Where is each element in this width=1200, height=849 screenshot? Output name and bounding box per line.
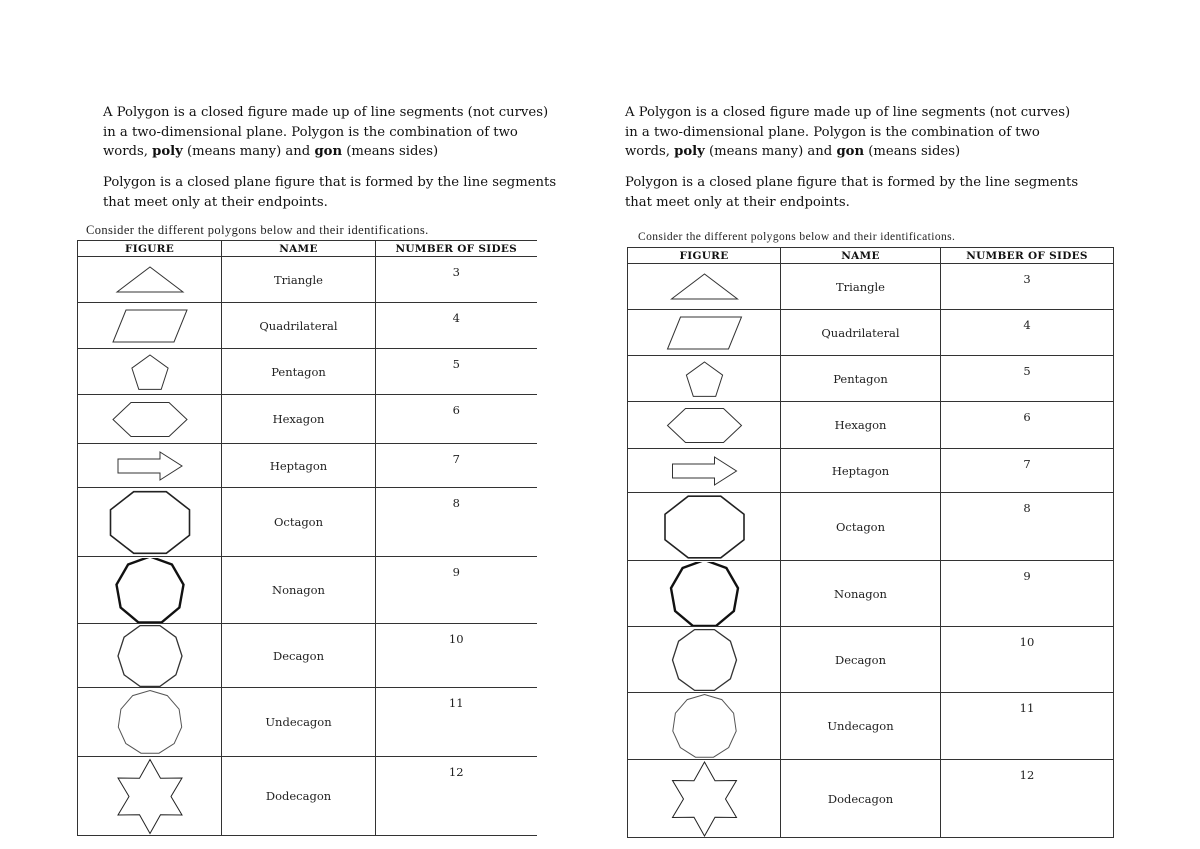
nonagon-icon: [78, 558, 221, 623]
table-row: [78, 624, 537, 688]
hexagon-icon: [78, 396, 221, 443]
table-row: [78, 557, 537, 624]
polygon-sides: 5: [941, 356, 1114, 402]
table-row: [78, 444, 537, 488]
octagon-icon: [628, 494, 780, 560]
header-sides: NUMBER OF SIDES: [376, 241, 537, 257]
polygon-sides: 10: [376, 624, 537, 688]
polygon-name: Dodecagon: [222, 757, 376, 836]
undecagon-icon: [628, 694, 780, 759]
figure-cell: [78, 444, 222, 488]
table-row: [628, 561, 1114, 627]
octagon-icon: [78, 489, 221, 556]
polygon-sides: 8: [376, 488, 537, 557]
figure-cell: [78, 349, 222, 395]
polygon-name: Dodecagon: [781, 760, 941, 838]
figure-cell: [628, 402, 781, 449]
figure-cell: [78, 557, 222, 624]
polygon-name: Hexagon: [781, 402, 941, 449]
polygon-name: Decagon: [781, 627, 941, 693]
header-name: NAME: [781, 248, 941, 264]
table-row: [628, 264, 1114, 310]
intro-paragraph-2: Polygon is a closed plane figure that is formed by the line segments that meet only at their endpoints.: [625, 175, 1079, 210]
figure-cell: [78, 303, 222, 349]
arrow-heptagon-icon: [78, 445, 221, 487]
polygon-sides: 5: [376, 349, 537, 395]
decagon-icon: [78, 625, 221, 687]
polygon-sides: 9: [941, 561, 1114, 627]
hexagon-icon: [628, 403, 780, 448]
polygon-sides: 4: [376, 303, 537, 349]
polygon-sides: 6: [941, 402, 1114, 449]
table-row: [628, 693, 1114, 760]
figure-cell: [628, 760, 781, 838]
polygon-sides: 3: [376, 257, 537, 303]
table-row: [628, 760, 1114, 838]
figure-cell: [628, 310, 781, 356]
figure-cell: [628, 693, 781, 760]
polygon-sides: 12: [941, 760, 1114, 838]
polygon-sides: 11: [941, 693, 1114, 760]
polygon-name: Quadrilateral: [222, 303, 376, 349]
polygon-name: Undecagon: [781, 693, 941, 760]
polygon-name: Heptagon: [781, 449, 941, 493]
figure-cell: [628, 627, 781, 693]
star-dodecagon-icon: [628, 761, 780, 837]
polygon-table: [77, 240, 537, 836]
polygon-name: Octagon: [222, 488, 376, 557]
polygon-sides: 11: [376, 688, 537, 757]
figure-cell: [628, 561, 781, 627]
polygon-name: Quadrilateral: [781, 310, 941, 356]
polygon-sides: 8: [941, 493, 1114, 561]
table-row: [628, 449, 1114, 493]
figure-cell: [628, 356, 781, 402]
star-dodecagon-icon: [78, 758, 221, 835]
table-row: [78, 395, 537, 444]
figure-cell: [628, 264, 781, 310]
polygon-name: Triangle: [222, 257, 376, 303]
header-sides: NUMBER OF SIDES: [941, 248, 1114, 264]
polygon-name: Triangle: [781, 264, 941, 310]
figure-cell: [78, 757, 222, 836]
polygon-name: Heptagon: [222, 444, 376, 488]
polygon-name: Nonagon: [781, 561, 941, 627]
figure-cell: [628, 493, 781, 561]
polygon-name: Octagon: [781, 493, 941, 561]
table-row: [78, 488, 537, 557]
undecagon-icon: [78, 689, 221, 756]
figure-cell: [78, 688, 222, 757]
polygon-sides: 9: [376, 557, 537, 624]
header-name: NAME: [222, 241, 376, 257]
table-caption: Consider the different polygons below and their identifications.: [86, 223, 429, 237]
header-figure: FIGURE: [78, 241, 222, 257]
triangle-icon: [78, 258, 221, 302]
polygon-name: Nonagon: [222, 557, 376, 624]
figure-cell: [78, 395, 222, 444]
table-row: [628, 402, 1114, 449]
header-figure: FIGURE: [628, 248, 781, 264]
table-row: [628, 310, 1114, 356]
figure-cell: [78, 257, 222, 303]
polygon-name: Decagon: [222, 624, 376, 688]
polygon-sides: 7: [376, 444, 537, 488]
figure-cell: [78, 624, 222, 688]
pentagon-icon: [78, 350, 221, 394]
pentagon-icon: [628, 357, 780, 401]
table-row: [628, 493, 1114, 561]
polygon-sides: 6: [376, 395, 537, 444]
polygon-sides: 4: [941, 310, 1114, 356]
parallelogram-icon: [78, 304, 221, 348]
table-row: [628, 356, 1114, 402]
intro-paragraph-1: A Polygon is a closed figure made up of line segments (not curves) in a two-dimensional plane. Polygon is the combination of two words, poly (means many) and gon (means sides): [103, 105, 549, 159]
polygon-name: Undecagon: [222, 688, 376, 757]
polygon-sides: 12: [376, 757, 537, 836]
polygon-name: Pentagon: [222, 349, 376, 395]
nonagon-icon: [628, 562, 780, 626]
polygon-sides: 7: [941, 449, 1114, 493]
figure-cell: [628, 449, 781, 493]
arrow-heptagon-icon: [628, 450, 780, 492]
figure-cell: [78, 488, 222, 557]
polygon-sides: 10: [941, 627, 1114, 693]
polygon-name: Hexagon: [222, 395, 376, 444]
polygon-sides: 3: [941, 264, 1114, 310]
decagon-icon: [628, 628, 780, 692]
polygon-name: Pentagon: [781, 356, 941, 402]
triangle-icon: [628, 265, 780, 309]
intro-paragraph-1: A Polygon is a closed figure made up of line segments (not curves) in a two-dimensional plane. Polygon is the combination of two words, poly (means many) and gon (means sides): [625, 105, 1071, 159]
table-row: [78, 688, 537, 757]
table-caption: Consider the different polygons below and their identifications.: [638, 231, 956, 243]
parallelogram-icon: [628, 311, 780, 355]
table-row: [78, 349, 537, 395]
table-row: [78, 257, 537, 303]
table-row: [78, 757, 537, 836]
table-row: [78, 303, 537, 349]
table-row: [628, 627, 1114, 693]
intro-paragraph-2: Polygon is a closed plane figure that is formed by the line segments that meet only at their endpoints.: [103, 175, 557, 210]
polygon-table: [627, 247, 1114, 838]
